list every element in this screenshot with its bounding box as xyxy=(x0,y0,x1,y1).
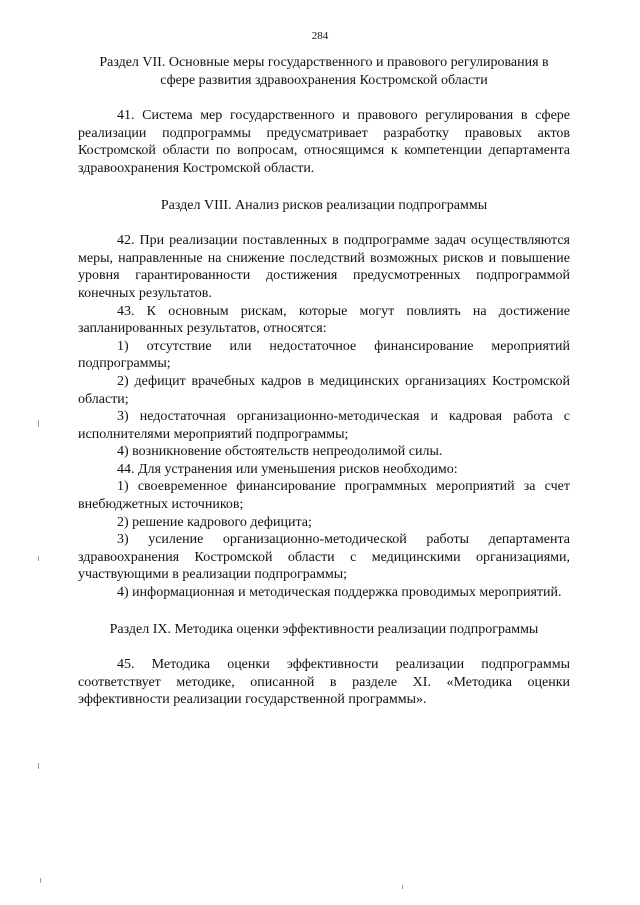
section-7-heading-line1: Раздел VII. Основные меры государственного и правового регулирования в xyxy=(99,55,549,70)
scan-artifact xyxy=(38,763,39,769)
paragraph-45: 45. Методика оценки эффективности реализации подпрограммы соответствует методике, описанной в разделе XI. «Методика оценки эффективности реализации государственной программы». xyxy=(78,657,570,708)
spacer xyxy=(78,602,570,621)
section-9 xyxy=(78,621,570,709)
section-8-heading: Раздел VIII. Анализ рисков реализации подпрограммы xyxy=(160,197,488,213)
scan-artifact xyxy=(402,885,403,889)
section-9-heading: Раздел IX. Методика оценки эффективности реализации подпрограммы xyxy=(109,621,539,637)
measure-item-3: 3) усиление организационно-методической работы департамента здравоохранения Костромской области с медицинскими организациями, участвующими в реализации подпрограммы; xyxy=(78,532,570,583)
section-8 xyxy=(78,197,570,602)
risk-item-2: 2) дефицит врачебных кадров в медицинских организациях Костромской области; xyxy=(78,373,570,407)
spacer xyxy=(78,89,570,107)
risk-item-4: 4) возникновение обстоятельств непреодолимой силы. xyxy=(117,444,443,460)
scan-artifact xyxy=(38,420,39,427)
paragraph-41: 41. Система мер государственного и правового регулирования в сфере реализации подпрограммы предусматривает разработку правовых актов Костромской области по вопросам, относящимся к компетенции департамента здравоохранения Костромской области. xyxy=(78,108,570,176)
risk-item-1: 1) отсутствие или недостаточное финансирование мероприятий подпрограммы; xyxy=(78,338,570,372)
scan-artifact xyxy=(40,878,41,883)
spacer xyxy=(78,638,570,656)
risk-item-3: 3) недостаточная организационно-методическая и кадровая работа с исполнителями мероприятий подпрограммы; xyxy=(78,409,570,442)
scan-artifact xyxy=(38,556,39,561)
page-number: 284 xyxy=(311,30,329,42)
paragraph-42: 42. При реализации поставленных в подпрограмме задач осуществляются меры, направленные на снижение последствий возможных рисков и повышение уровня гарантированности достижения предусмотренных подпрограммой конечных результатов. xyxy=(78,233,570,301)
page-content xyxy=(78,54,570,709)
section-7-heading xyxy=(78,54,570,89)
measure-item-1: 1) своевременное финансирование программных мероприятий за счет внебюджетных источников; xyxy=(78,479,570,513)
paragraph-43: 43. К основным рискам, которые могут повлиять на достижение запланированных результатов, относятся: xyxy=(78,303,570,337)
section-7-heading-line2: сфере развития здравоохранения Костромской области xyxy=(160,72,488,88)
measure-item-4: 4) информационная и методическая поддержка проводимых мероприятий. xyxy=(117,585,562,601)
section-7 xyxy=(78,54,570,178)
spacer xyxy=(78,178,570,197)
spacer xyxy=(78,214,570,232)
paragraph-44: 44. Для устранения или уменьшения рисков необходимо: xyxy=(117,461,458,477)
measure-item-2: 2) решение кадрового дефицита; xyxy=(117,514,312,530)
